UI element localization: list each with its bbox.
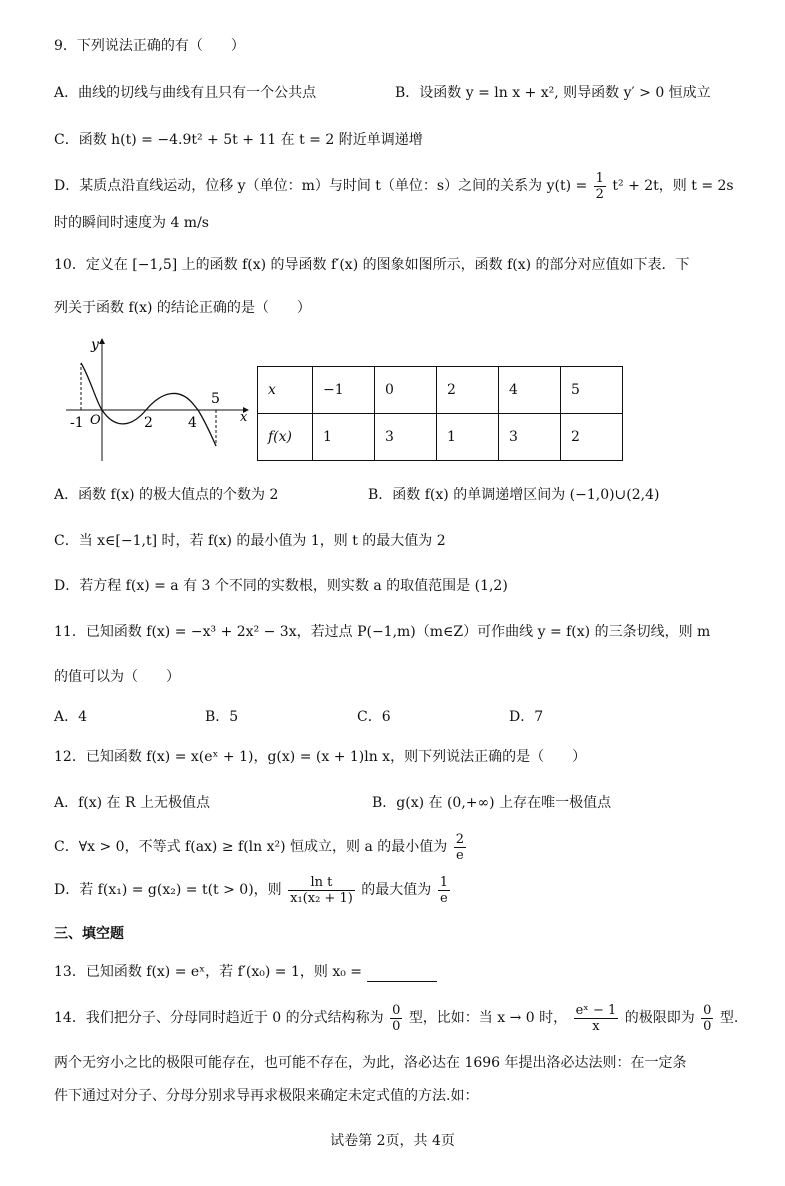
q14-line1 — [54, 1001, 738, 1035]
answer-blank[interactable] — [367, 967, 437, 982]
q14-fraction-1 — [390, 1003, 402, 1034]
section-title-fill-in: 三、填空题 — [54, 926, 124, 942]
q14-line2: 两个无穷小之比的极限可能存在，也可能不存在，为此，洛必达在 1696 年提出洛必达法则：在一定条 — [54, 1055, 687, 1071]
q12-option-a: A．f(x) 在 R 上无极值点 — [54, 795, 211, 811]
fraction-denominator: 0 — [392, 1018, 401, 1034]
fraction-denominator: x₁(x₂ + 1) — [290, 890, 353, 906]
q12-d-answer-fraction — [438, 875, 450, 906]
fraction-numerator: 1 — [439, 874, 448, 890]
q14-post: 型. — [719, 1010, 739, 1026]
q12-option-d — [54, 874, 452, 906]
function-values-table — [257, 366, 623, 461]
q12-d-pre: D．若 f(x₁) = g(x₂) = t(t > 0)，则 — [54, 882, 282, 898]
q11-option-a: A．4 — [54, 709, 88, 725]
q11-stem-line2: 的值可以为（ ） — [54, 669, 180, 685]
table-cell: 1 — [437, 414, 499, 461]
fraction-numerator: 2 — [455, 831, 465, 847]
y-axis-label: y — [91, 337, 99, 353]
q14-fraction-2 — [574, 1003, 619, 1034]
q9-option-a: A．曲线的切线与曲线有且只有一个公共点 — [54, 85, 317, 101]
q9-option-d — [54, 170, 734, 202]
q12-option-c — [54, 831, 468, 863]
q12-c-fraction — [454, 832, 466, 863]
x-axis-label: x — [240, 410, 248, 425]
q12-option-b: B．g(x) 在 (0,+∞) 上存在唯一极值点 — [372, 795, 612, 811]
table-cell: 3 — [375, 414, 437, 461]
fraction-numerator: 0 — [392, 1002, 401, 1018]
q12-c-pre: C．∀x > 0，不等式 f(ax) ≥ f(ln x²) 恒成立，则 a 的最小值为 — [54, 839, 448, 855]
fraction-denominator: 2 — [595, 186, 604, 202]
table-cell: 1 — [313, 414, 375, 461]
table-cell: 0 — [375, 367, 437, 414]
table-row-x — [258, 367, 623, 414]
q9-d-post: t² + 2t，则 t = 2s — [612, 178, 734, 194]
q11-option-c: C．6 — [357, 709, 391, 725]
tick-label-5: 5 — [211, 391, 220, 407]
q10-option-d: D．若方程 f(x) = a 有 3 个不同的实数根，则实数 a 的取值范围是 (1,2) — [54, 578, 508, 594]
q12-d-mid: 的最大值为 — [361, 882, 432, 898]
fraction-denominator: x — [592, 1018, 600, 1034]
page-footer: 试卷第 2页，共 4页 — [330, 1133, 455, 1149]
table-cell: 2 — [437, 367, 499, 414]
table-cell: 5 — [561, 367, 623, 414]
table-cell: −1 — [313, 367, 375, 414]
q10-stem-line2: 列关于函数 f(x) 的结论正确的是（ ） — [54, 300, 311, 316]
table-cell: 4 — [499, 367, 561, 414]
q14-mid2: 的极限即为 — [624, 1010, 695, 1026]
table-cell: f(x) — [258, 414, 313, 461]
q10-option-a: A．函数 f(x) 的极大值点的个数为 2 — [54, 487, 279, 503]
q9-option-b: B．设函数 y = ln x + x², 则导函数 y′ > 0 恒成立 — [395, 85, 711, 101]
table-cell: x — [258, 367, 313, 414]
fraction-numerator: ln t — [288, 875, 355, 891]
fraction-denominator: 0 — [703, 1018, 712, 1034]
table-cell: 3 — [499, 414, 561, 461]
q12-stem: 12．已知函数 f(x) = x(eˣ + 1)，g(x) = (x + 1)ln x，则下列说法正确的是（ ） — [54, 749, 587, 765]
fraction-numerator: eˣ − 1 — [575, 1002, 617, 1018]
q11-option-b: B．5 — [205, 709, 239, 725]
q9-d-fraction — [594, 171, 606, 202]
fraction-numerator: 1 — [595, 170, 604, 186]
q14-mid1: 型，比如：当 x → 0 时， — [408, 1010, 568, 1026]
q14-pre: 14．我们把分子、分母同时趋近于 0 的分式结构称为 — [54, 1010, 384, 1026]
q12-d-fraction — [288, 875, 355, 906]
tick-label-2: 2 — [144, 415, 153, 431]
q10-option-c: C．当 x∈[−1,t] 时，若 f(x) 的最小值为 1，则 t 的最大值为 2 — [54, 533, 446, 549]
q9-d-pre: D．某质点沿直线运动，位移 y（单位：m）与时间 t（单位：s）之间的关系为 y(t) = — [54, 178, 588, 194]
table-cell: 2 — [561, 414, 623, 461]
fraction-numerator: 0 — [703, 1002, 712, 1018]
derivative-curve — [81, 363, 216, 446]
tick-label-4: 4 — [188, 415, 197, 431]
q9-option-d-line2: 时的瞬间时速度为 4 m/s — [54, 215, 209, 231]
q11-stem-line1: 11．已知函数 f(x) = −x³ + 2x² − 3x，若过点 P(−1,m)（m∈Z）可作曲线 y = f(x) 的三条切线，则 m — [54, 624, 711, 640]
tick-label-neg1: -1 — [70, 415, 84, 431]
table-row-fx — [258, 414, 623, 461]
q14-fraction-3 — [701, 1003, 713, 1034]
q9-stem: 9．下列说法正确的有（ ） — [54, 38, 245, 54]
q10-option-b: B．函数 f(x) 的单调递增区间为 (−1,0)∪(2,4) — [368, 487, 660, 503]
q14-line3: 件下通过对分子、分母分别求导再求极限来确定未定式值的方法.如： — [54, 1088, 479, 1104]
q9-option-c: C．函数 h(t) = −4.9t² + 5t + 11 在 t = 2 附近单调递增 — [54, 132, 423, 148]
fraction-denominator: e — [439, 890, 448, 906]
q11-option-d: D．7 — [509, 709, 544, 725]
derivative-graph — [62, 333, 258, 465]
q13-stem — [54, 962, 437, 982]
origin-label: O — [90, 413, 101, 428]
fraction-denominator: e — [456, 847, 464, 863]
q13-text: 13．已知函数 f(x) = eˣ，若 f′(x₀) = 1，则 x₀ = — [54, 964, 363, 980]
q10-stem-line1: 10．定义在 [−1,5] 上的函数 f(x) 的导函数 f′(x) 的图象如图所示，函数 f(x) 的部分对应值如下表．下 — [54, 257, 690, 273]
